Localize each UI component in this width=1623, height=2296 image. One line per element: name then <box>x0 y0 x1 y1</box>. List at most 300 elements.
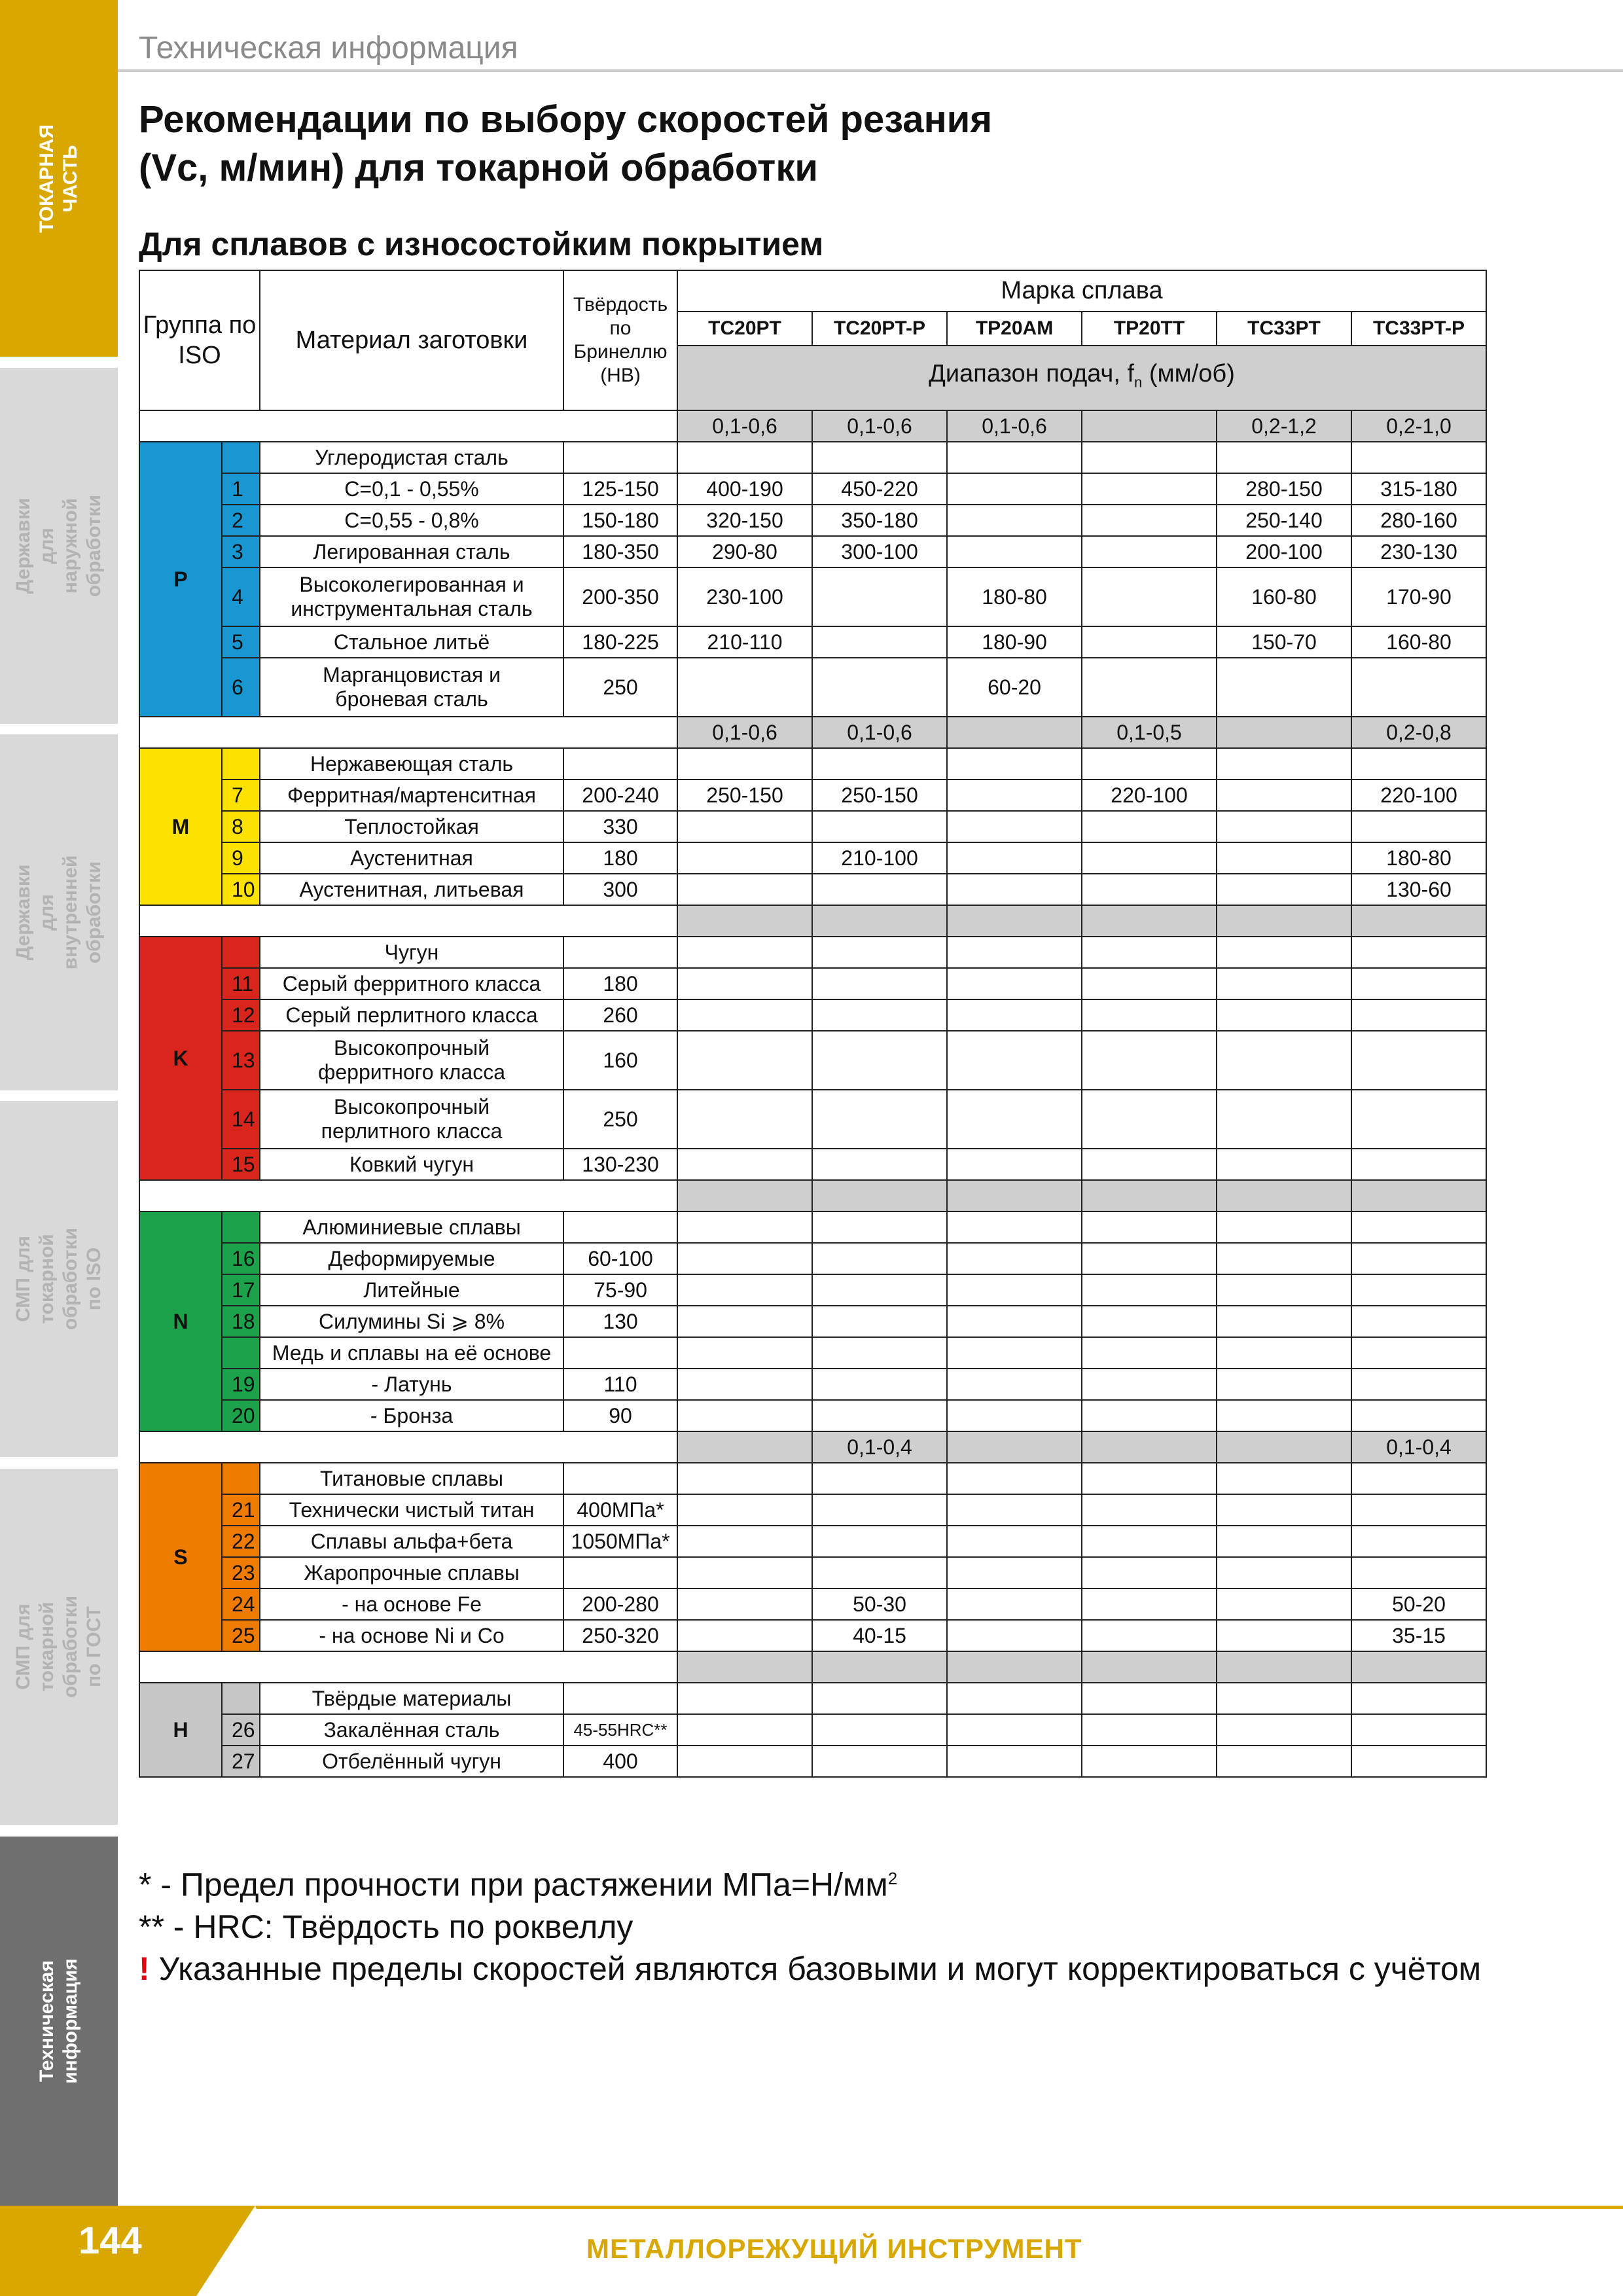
speed-cell <box>1217 968 1351 999</box>
grade-header: TC20PT-P <box>812 312 947 346</box>
speed-cell <box>1217 748 1351 780</box>
speed-cell <box>1217 937 1351 968</box>
row-number: 17 <box>222 1274 260 1306</box>
hardness-cell <box>563 937 677 968</box>
row-number: 7 <box>222 780 260 811</box>
feed-cell <box>1082 1651 1217 1683</box>
speed-cell <box>1082 1746 1217 1777</box>
speed-cell <box>1082 1243 1217 1274</box>
speed-cell <box>812 968 947 999</box>
speed-cell <box>1351 442 1486 473</box>
speed-cell <box>677 1494 812 1526</box>
row-number: 10 <box>222 874 260 905</box>
header-group: Группа по ISO <box>139 270 260 410</box>
speed-cell <box>1217 1463 1351 1494</box>
speed-cell: 250-140 <box>1217 505 1351 536</box>
hardness-cell: 260 <box>563 999 677 1031</box>
speed-cell: 40-15 <box>812 1620 947 1651</box>
table-row <box>139 1557 1486 1588</box>
speed-cell <box>1217 1274 1351 1306</box>
speed-cell <box>812 626 947 658</box>
tab-external-holders[interactable]: Державки для наружной обработки <box>0 368 118 724</box>
speed-cell: 280-150 <box>1217 473 1351 505</box>
hardness-cell: 200-350 <box>563 567 677 626</box>
speed-cell <box>947 999 1082 1031</box>
speed-cell <box>1082 748 1217 780</box>
feed-cell: 0,1-0,6 <box>947 410 1082 442</box>
speed-cell <box>1351 1526 1486 1557</box>
speed-cell <box>947 1463 1082 1494</box>
speed-cell <box>1351 1306 1486 1337</box>
feed-cell <box>677 1180 812 1211</box>
speed-cell <box>1082 1337 1217 1369</box>
material-cell: Деформируемые <box>260 1243 563 1274</box>
page-number: 144 <box>79 2219 142 2262</box>
feed-cell <box>947 717 1082 748</box>
speed-cell: 400-190 <box>677 473 812 505</box>
grade-header: TC33PT <box>1217 312 1351 346</box>
feed-cell <box>677 1431 812 1463</box>
material-cell: Высоколегированная и инструментальная сталь <box>260 567 563 626</box>
speed-cell <box>677 442 812 473</box>
tab-internal-holders[interactable]: Державки для внутренней обработки <box>0 734 118 1090</box>
table-row <box>139 874 1486 905</box>
hardness-cell <box>563 1683 677 1714</box>
table-row <box>139 473 1486 505</box>
speed-cell <box>947 1090 1082 1149</box>
speed-cell <box>1351 1494 1486 1526</box>
row-number: 24 <box>222 1588 260 1620</box>
material-cell: Аустенитная, литьевая <box>260 874 563 905</box>
speed-cell <box>1351 1683 1486 1714</box>
row-number: 21 <box>222 1494 260 1526</box>
iso-group-m: M <box>139 748 222 905</box>
speed-cell: 50-20 <box>1351 1588 1486 1620</box>
row-number <box>222 1683 260 1714</box>
row-number: 8 <box>222 811 260 842</box>
blank-cell <box>139 905 677 937</box>
speed-cell <box>947 1588 1082 1620</box>
row-number: 2 <box>222 505 260 536</box>
row-number: 20 <box>222 1400 260 1431</box>
feed-cell: 0,1-0,4 <box>812 1431 947 1463</box>
speed-cell <box>1082 658 1217 717</box>
speed-cell <box>1082 1557 1217 1588</box>
blank-cell <box>139 410 677 442</box>
speed-cell <box>947 1746 1082 1777</box>
speed-cell <box>1082 811 1217 842</box>
speed-cell <box>1082 1714 1217 1746</box>
speed-cell <box>1351 937 1486 968</box>
speed-cell <box>1082 1274 1217 1306</box>
iso-group-h: H <box>139 1683 222 1777</box>
row-number <box>222 748 260 780</box>
speed-cell <box>1217 1090 1351 1149</box>
material-cell: - на основе Ni и Co <box>260 1620 563 1651</box>
speed-cell <box>1082 1090 1217 1149</box>
speed-cell <box>812 1243 947 1274</box>
speed-cell <box>677 1463 812 1494</box>
speed-cell: 180-90 <box>947 626 1082 658</box>
row-number: 19 <box>222 1369 260 1400</box>
speed-cell: 250-150 <box>812 780 947 811</box>
speed-cell <box>947 1714 1082 1746</box>
table-row <box>139 1090 1486 1149</box>
material-cell: Титановые сплавы <box>260 1463 563 1494</box>
feed-cell <box>677 905 812 937</box>
speed-cell <box>1082 1620 1217 1651</box>
speed-cell: 230-100 <box>677 567 812 626</box>
speed-cell <box>947 842 1082 874</box>
speed-cell <box>1351 968 1486 999</box>
feed-row <box>139 1431 1486 1463</box>
table-row <box>139 1714 1486 1746</box>
speed-cell <box>1082 1463 1217 1494</box>
header-grade: Марка сплава <box>677 270 1486 312</box>
hardness-cell: 125-150 <box>563 473 677 505</box>
row-number: 11 <box>222 968 260 999</box>
speed-cell <box>1217 874 1351 905</box>
speed-cell <box>1351 999 1486 1031</box>
speed-cell <box>812 1337 947 1369</box>
speed-cell: 230-130 <box>1351 536 1486 567</box>
speed-cell <box>677 1090 812 1149</box>
speed-cell: 150-70 <box>1217 626 1351 658</box>
feed-cell: 0,1-0,5 <box>1082 717 1217 748</box>
table-row <box>139 1337 1486 1369</box>
speed-cell: 315-180 <box>1351 473 1486 505</box>
speed-cell <box>1082 1031 1217 1090</box>
speed-cell <box>812 1557 947 1588</box>
speed-cell <box>812 1274 947 1306</box>
table-row <box>139 780 1486 811</box>
hardness-cell: 180 <box>563 842 677 874</box>
feed-cell <box>1217 1431 1351 1463</box>
table-row <box>139 1243 1486 1274</box>
speed-cell <box>677 968 812 999</box>
hardness-cell <box>563 442 677 473</box>
table-row <box>139 1588 1486 1620</box>
speed-cell <box>947 1683 1082 1714</box>
speed-cell <box>677 1400 812 1431</box>
speed-cell: 220-100 <box>1082 780 1217 811</box>
feed-cell <box>677 1651 812 1683</box>
speed-cell <box>812 999 947 1031</box>
speed-cell <box>1351 1714 1486 1746</box>
speed-cell <box>1217 999 1351 1031</box>
speed-cell <box>1351 1090 1486 1149</box>
table-row <box>139 1149 1486 1180</box>
hardness-cell: 200-240 <box>563 780 677 811</box>
material-cell: С=0,1 - 0,55% <box>260 473 563 505</box>
speed-cell: 160-80 <box>1217 567 1351 626</box>
feed-cell: 0,1-0,6 <box>812 410 947 442</box>
row-number <box>222 937 260 968</box>
material-cell: Нержавеющая сталь <box>260 748 563 780</box>
feed-cell <box>1082 1431 1217 1463</box>
table-row <box>139 1683 1486 1714</box>
grade-header: TP20AM <box>947 312 1082 346</box>
footer-brand: МЕТАЛЛОРЕЖУЩИЙ ИНСТРУМЕНТ <box>586 2233 1082 2264</box>
speed-cell <box>947 1306 1082 1337</box>
speed-cell <box>1082 1211 1217 1243</box>
speed-cell <box>1217 1369 1351 1400</box>
speed-cell <box>677 999 812 1031</box>
speed-cell <box>677 1588 812 1620</box>
table-row <box>139 658 1486 717</box>
speed-cell <box>947 1400 1082 1431</box>
feed-cell <box>1217 1651 1351 1683</box>
speed-cell <box>947 442 1082 473</box>
speed-cell <box>1351 1337 1486 1369</box>
speed-cell <box>1082 567 1217 626</box>
iso-group-n: N <box>139 1211 222 1431</box>
footnote-2: ** - HRC: Твёрдость по роквеллу <box>139 1908 633 1945</box>
speed-cell <box>1217 1337 1351 1369</box>
grade-header: TC20PT <box>677 312 812 346</box>
tab-technical-info[interactable]: Техническая информация <box>0 1837 118 2206</box>
material-cell: Серый ферритного класса <box>260 968 563 999</box>
speed-cell <box>812 1149 947 1180</box>
tab-inserts-iso[interactable]: СМП для токарной обработки по ISO <box>0 1101 118 1457</box>
row-number: 15 <box>222 1149 260 1180</box>
hardness-cell <box>563 1337 677 1369</box>
speed-cell <box>812 1494 947 1526</box>
speed-cell <box>947 1494 1082 1526</box>
speed-cell <box>812 937 947 968</box>
speed-cell <box>1351 1400 1486 1431</box>
feed-cell <box>947 1651 1082 1683</box>
speed-cell <box>812 658 947 717</box>
speed-cell <box>677 1149 812 1180</box>
speed-cell <box>1351 658 1486 717</box>
table-row <box>139 1494 1486 1526</box>
speed-cell <box>1082 536 1217 567</box>
hardness-cell: 130-230 <box>563 1149 677 1180</box>
speed-cell <box>1351 748 1486 780</box>
table-row <box>139 1211 1486 1243</box>
speed-cell <box>1082 1400 1217 1431</box>
blank-cell <box>139 1431 677 1463</box>
header-material: Материал заготовки <box>260 270 563 410</box>
table-row <box>139 505 1486 536</box>
hardness-cell <box>563 1463 677 1494</box>
material-cell: Легированная сталь <box>260 536 563 567</box>
row-number: 13 <box>222 1031 260 1090</box>
hardness-cell: 250-320 <box>563 1620 677 1651</box>
cutting-speed-table <box>139 270 1486 1778</box>
speed-cell <box>677 748 812 780</box>
speed-cell <box>947 473 1082 505</box>
speed-cell <box>1082 1306 1217 1337</box>
feed-cell <box>947 1180 1082 1211</box>
speed-cell <box>1217 1714 1351 1746</box>
tab-inserts-gost[interactable]: СМП для токарной обработки по ГОСТ <box>0 1469 118 1825</box>
speed-cell <box>812 1463 947 1494</box>
feed-cell <box>1351 905 1486 937</box>
header-label: Техническая информация <box>139 31 518 65</box>
speed-cell: 170-90 <box>1351 567 1486 626</box>
feed-cell <box>812 1180 947 1211</box>
speed-cell <box>1351 1463 1486 1494</box>
feed-cell <box>1082 1180 1217 1211</box>
hardness-cell: 75-90 <box>563 1274 677 1306</box>
hardness-cell: 400 <box>563 1746 677 1777</box>
feed-cell: 0,1-0,6 <box>812 717 947 748</box>
row-number: 16 <box>222 1243 260 1274</box>
footnotes <box>139 1857 1605 1990</box>
speed-cell <box>1082 505 1217 536</box>
speed-cell <box>812 1683 947 1714</box>
speed-cell <box>1217 1526 1351 1557</box>
speed-cell <box>947 1274 1082 1306</box>
speed-cell: 290-80 <box>677 536 812 567</box>
material-cell: Силумины Si ⩾ 8% <box>260 1306 563 1337</box>
speed-cell: 210-100 <box>812 842 947 874</box>
speed-cell <box>1217 1683 1351 1714</box>
speed-cell <box>677 1746 812 1777</box>
header-hardness: Твёрдость по Бринеллю (НВ) <box>563 270 677 410</box>
feed-range-subscript: n <box>1134 374 1143 391</box>
speed-cell: 50-30 <box>812 1588 947 1620</box>
separator-row <box>139 1180 1486 1211</box>
row-number: 12 <box>222 999 260 1031</box>
speed-cell <box>947 874 1082 905</box>
speed-cell <box>947 968 1082 999</box>
feed-cell: 0,1-0,6 <box>677 410 812 442</box>
hardness-cell: 90 <box>563 1400 677 1431</box>
blank-cell <box>139 1180 677 1211</box>
table-row <box>139 536 1486 567</box>
speed-cell <box>1082 874 1217 905</box>
speed-cell <box>1082 626 1217 658</box>
feed-cell <box>947 905 1082 937</box>
material-cell: Высокопрочный перлитного класса <box>260 1090 563 1149</box>
speed-cell: 280-160 <box>1351 505 1486 536</box>
speed-cell: 450-220 <box>812 473 947 505</box>
separator-row <box>139 1651 1486 1683</box>
hardness-cell: 130 <box>563 1306 677 1337</box>
feed-cell: 0,1-0,6 <box>677 717 812 748</box>
speed-cell <box>1217 1306 1351 1337</box>
hardness-cell: 110 <box>563 1369 677 1400</box>
table-row <box>139 1400 1486 1431</box>
speed-cell: 300-100 <box>812 536 947 567</box>
feed-row <box>139 410 1486 442</box>
material-cell: Медь и сплавы на её основе <box>260 1337 563 1369</box>
header-feed-range <box>677 346 1486 410</box>
speed-cell <box>1082 1526 1217 1557</box>
section-subtitle: Для сплавов с износостойким покрытием <box>139 226 824 262</box>
table-row <box>139 748 1486 780</box>
title-line-2: (Vc, м/мин) для токарной обработки <box>139 147 818 189</box>
speed-cell <box>1217 1620 1351 1651</box>
row-number: 1 <box>222 473 260 505</box>
speed-cell: 35-15 <box>1351 1620 1486 1651</box>
material-cell: С=0,55 - 0,8% <box>260 505 563 536</box>
speed-cell <box>1217 811 1351 842</box>
feed-cell <box>1082 410 1217 442</box>
speed-cell <box>1351 1031 1486 1090</box>
speed-cell: 350-180 <box>812 505 947 536</box>
material-cell: Жаропрочные сплавы <box>260 1557 563 1588</box>
row-number: 6 <box>222 658 260 717</box>
material-cell: - Бронза <box>260 1400 563 1431</box>
material-cell: Твёрдые материалы <box>260 1683 563 1714</box>
iso-group-k: K <box>139 937 222 1180</box>
speed-cell <box>947 811 1082 842</box>
speed-cell <box>947 1337 1082 1369</box>
material-cell: Закалённая сталь <box>260 1714 563 1746</box>
blank-cell <box>139 1651 677 1683</box>
iso-group-s: S <box>139 1463 222 1651</box>
hardness-cell: 160 <box>563 1031 677 1090</box>
speed-cell <box>1217 1211 1351 1243</box>
feed-range-label: Диапазон подач, f <box>929 359 1135 387</box>
speed-cell <box>812 1746 947 1777</box>
table-row <box>139 1526 1486 1557</box>
hardness-cell: 250 <box>563 658 677 717</box>
speed-cell <box>1217 1400 1351 1431</box>
speed-cell <box>812 442 947 473</box>
speed-cell <box>1082 1588 1217 1620</box>
material-cell: Серый перлитного класса <box>260 999 563 1031</box>
speed-cell: 250-150 <box>677 780 812 811</box>
table-row <box>139 1306 1486 1337</box>
feed-cell <box>1217 717 1351 748</box>
speed-cell <box>677 1031 812 1090</box>
table-row <box>139 1274 1486 1306</box>
speed-cell <box>677 811 812 842</box>
row-number: 4 <box>222 567 260 626</box>
speed-cell <box>677 658 812 717</box>
feed-cell: 0,2-1,2 <box>1217 410 1351 442</box>
row-number: 5 <box>222 626 260 658</box>
hardness-cell: 300 <box>563 874 677 905</box>
speed-cell <box>947 1149 1082 1180</box>
speed-cell <box>1351 1557 1486 1588</box>
material-cell: Аустенитная <box>260 842 563 874</box>
feed-cell <box>1351 1651 1486 1683</box>
speed-cell <box>947 748 1082 780</box>
speed-cell <box>1082 1494 1217 1526</box>
speed-cell <box>1082 473 1217 505</box>
table-body <box>139 410 1486 1777</box>
speed-cell <box>677 1714 812 1746</box>
footnote-1: * - Предел прочности при растяжении $МПа=Н/мм^2$ <box>139 1866 898 1903</box>
speed-cell <box>1082 1149 1217 1180</box>
speed-cell <box>1082 1683 1217 1714</box>
speed-cell: 210-110 <box>677 626 812 658</box>
tab-turning-part[interactable]: ТОКАРНАЯ ЧАСТЬ <box>0 0 118 357</box>
speed-cell <box>677 1557 812 1588</box>
table-row <box>139 1031 1486 1090</box>
speed-cell <box>947 1243 1082 1274</box>
speed-cell <box>677 1683 812 1714</box>
speed-cell <box>1217 1149 1351 1180</box>
material-cell: Марганцовистая и броневая сталь <box>260 658 563 717</box>
speed-cell <box>1351 1149 1486 1180</box>
iso-group-p: P <box>139 442 222 717</box>
speed-cell <box>1217 842 1351 874</box>
speed-cell <box>677 1274 812 1306</box>
speed-cell <box>947 937 1082 968</box>
hardness-cell: 330 <box>563 811 677 842</box>
speed-cell <box>1351 1369 1486 1400</box>
feed-cell: 0,2-1,0 <box>1351 410 1486 442</box>
table-row <box>139 1620 1486 1651</box>
speed-cell: 160-80 <box>1351 626 1486 658</box>
